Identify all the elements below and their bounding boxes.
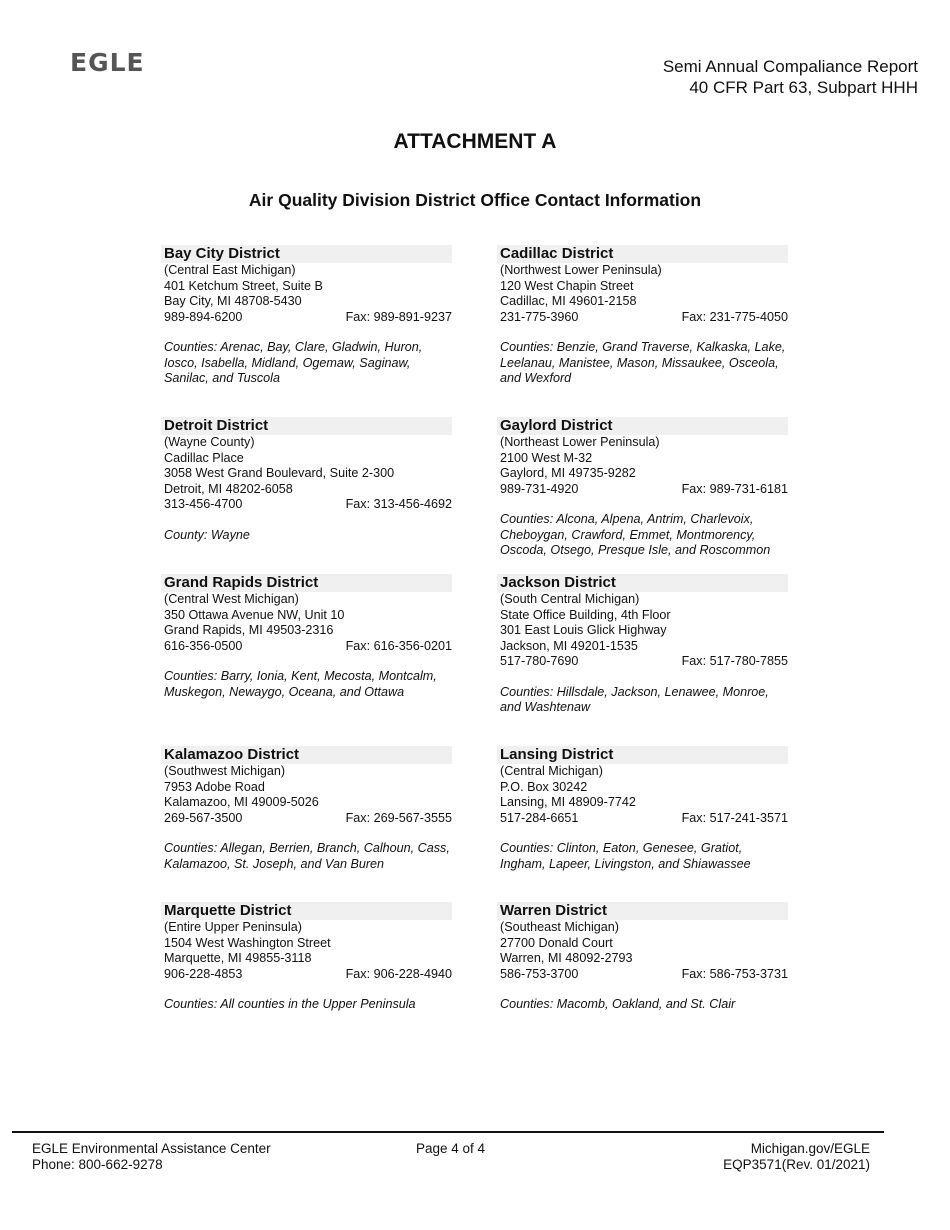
office-address-line: 1504 West Washington Street: [164, 935, 331, 950]
office-fax: Fax: 586-753-3731: [681, 966, 788, 981]
office-counties: Counties: All counties in the Upper Peninsula: [164, 997, 416, 1011]
office-region: (Northeast Lower Peninsula): [500, 435, 660, 449]
office-address-line: P.O. Box 30242: [500, 779, 588, 794]
office-region: (South Central Michigan): [500, 592, 640, 606]
office-phone-row: [161, 639, 452, 655]
office-phone-row: [161, 310, 452, 326]
office-cadillac: [497, 245, 788, 387]
office-address-line: 350 Ottawa Avenue NW, Unit 10: [164, 607, 345, 622]
office-phone: 231-775-3960: [500, 309, 579, 324]
office-counties: Counties: Alcona, Alpena, Antrim, Charlevoix, Cheboygan, Crawford, Emmet, Montmorency, Oscoda, Otsego, Presque Isle, and Roscommon: [500, 512, 771, 557]
footer-phone: Phone: 800-662-9278: [32, 1157, 163, 1172]
office-phone-row: [161, 967, 452, 983]
office-address-line: 27700 Donald Court: [500, 935, 613, 950]
footer-right: [723, 1141, 870, 1173]
office-phone-row: [497, 811, 788, 827]
office-detroit: [161, 417, 452, 543]
office-warren: [497, 902, 788, 1013]
egle-logo: EGLE: [70, 48, 145, 77]
office-counties: County: Wayne: [164, 527, 250, 542]
office-name: Gaylord District: [497, 417, 788, 435]
office-name: Kalamazoo District: [161, 746, 452, 764]
office-address-line: Cadillac Place: [164, 450, 244, 465]
footer-divider: [12, 1131, 884, 1133]
office-counties: Counties: Arenac, Bay, Clare, Gladwin, Huron, Iosco, Isabella, Midland, Ogemaw, Saginaw, Sanilac, and Tuscola: [164, 340, 423, 385]
office-address-line: 120 West Chapin Street: [500, 278, 634, 293]
office-phone-row: [497, 967, 788, 983]
office-address-line: Gaylord, MI 49735-9282: [500, 466, 636, 480]
office-address-line: Warren, MI 48092-2793: [500, 951, 633, 965]
report-header: [663, 56, 918, 98]
office-counties: Counties: Macomb, Oakland, and St. Clair: [500, 997, 736, 1011]
office-address-line: Detroit, MI 48202-6058: [164, 481, 293, 496]
office-region: (Central East Michigan): [164, 263, 296, 277]
office-region: (Wayne County): [164, 435, 255, 449]
office-phone-row: [497, 310, 788, 326]
footer-org: EGLE Environmental Assistance Center: [32, 1141, 271, 1156]
office-name: Marquette District: [161, 902, 452, 920]
office-address-line: Cadillac, MI 49601-2158: [500, 294, 637, 308]
office-region: (Northwest Lower Peninsula): [500, 263, 662, 277]
office-counties: Counties: Benzie, Grand Traverse, Kalkaska, Lake, Leelanau, Manistee, Mason, Missaukee, Osceola, and Wexford: [500, 340, 786, 385]
office-region: (Entire Upper Peninsula): [164, 920, 302, 934]
office-phone-row: [497, 654, 788, 670]
section-title: Air Quality Division District Office Contact Information: [248, 190, 702, 210]
office-fax: Fax: 517-780-7855: [681, 654, 788, 668]
office-counties: Counties: Hillsdale, Jackson, Lenawee, Monroe, and Washtenaw: [500, 684, 769, 714]
page-number-text: Page 4 of 4: [416, 1141, 486, 1156]
office-address-line: 3058 West Grand Boulevard, Suite 2-300: [164, 466, 395, 480]
footer-form-id: EQP3571(Rev. 01/2021): [723, 1157, 870, 1172]
office-counties: Counties: Clinton, Eaton, Genesee, Gratiot, Ingham, Lapeer, Livingston, and Shiawassee: [500, 841, 751, 871]
office-fax: Fax: 989-731-6181: [681, 481, 788, 496]
office-phone: 517-284-6651: [500, 810, 579, 825]
office-bay-city: [161, 245, 452, 387]
office-address-line: Kalamazoo, MI 49009-5026: [164, 795, 319, 809]
office-address-line: 401 Ketchum Street, Suite B: [164, 278, 323, 293]
office-phone: 989-731-4920: [500, 481, 579, 496]
office-region: (Central West Michigan): [164, 592, 299, 606]
office-region: (Southwest Michigan): [164, 764, 286, 778]
office-phone-row: [161, 811, 452, 827]
office-fax: Fax: 906-228-4940: [345, 966, 452, 981]
office-address-line: Marquette, MI 49855-3118: [164, 951, 312, 965]
office-address-line: 2100 West M-32: [500, 450, 593, 465]
office-address-line: Bay City, MI 48708-5430: [164, 294, 302, 308]
office-marquette: [161, 902, 452, 1013]
office-address-line: Grand Rapids, MI 49503-2316: [164, 623, 334, 637]
office-fax: Fax: 231-775-4050: [681, 309, 788, 324]
footer-contact: [32, 1141, 271, 1173]
office-kalamazoo: [161, 746, 452, 872]
office-address-line: 301 East Louis Glick Highway: [500, 623, 667, 637]
office-fax: Fax: 269-567-3555: [345, 810, 452, 825]
report-title: Semi Annual Compaliance Report: [662, 57, 918, 76]
office-phone: 586-753-3700: [500, 966, 579, 981]
office-address-line: State Office Building, 4th Floor: [500, 607, 671, 622]
regulation-citation: 40 CFR Part 63, Subpart HHH: [689, 78, 918, 97]
office-name: Jackson District: [497, 574, 788, 592]
office-lansing: [497, 746, 788, 872]
office-phone: 313-456-4700: [164, 497, 243, 511]
office-name: Warren District: [497, 902, 788, 920]
office-gaylord: [497, 417, 788, 559]
office-fax: Fax: 517-241-3571: [681, 810, 788, 825]
office-phone: 517-780-7690: [500, 654, 579, 668]
office-phone-row: [161, 497, 452, 513]
office-phone-row: [497, 482, 788, 498]
attachment-title: ATTACHMENT A: [393, 130, 557, 153]
office-counties: Counties: Allegan, Berrien, Branch, Calhoun, Cass, Kalamazoo, St. Joseph, and Van Buren: [164, 841, 450, 871]
office-name: Lansing District: [497, 746, 788, 764]
office-fax: Fax: 616-356-0201: [345, 638, 452, 653]
office-phone: 906-228-4853: [164, 966, 243, 981]
office-name: Bay City District: [161, 245, 452, 263]
office-region: (Southeast Michigan): [500, 920, 620, 934]
office-phone: 616-356-0500: [164, 638, 243, 653]
office-grand-rapids: [161, 574, 452, 700]
office-counties: Counties: Barry, Ionia, Kent, Mecosta, Montcalm, Muskegon, Newaygo, Oceana, and Ottawa: [164, 669, 437, 699]
office-name: Cadillac District: [497, 245, 788, 263]
office-name: Detroit District: [161, 417, 452, 435]
page-number: [416, 1141, 485, 1157]
office-phone: 269-567-3500: [164, 810, 243, 825]
office-fax: Fax: 313-456-4692: [345, 497, 452, 511]
office-region: (Central Michigan): [500, 764, 603, 778]
footer-website: Michigan.gov/EGLE: [750, 1141, 870, 1156]
office-address-line: 7953 Adobe Road: [164, 779, 265, 794]
office-jackson: [497, 574, 788, 716]
office-fax: Fax: 989-891-9237: [345, 309, 452, 324]
office-address-line: Jackson, MI 49201-1535: [500, 638, 638, 653]
office-address-line: Lansing, MI 48909-7742: [500, 795, 636, 809]
office-name: Grand Rapids District: [161, 574, 452, 592]
office-phone: 989-894-6200: [164, 309, 243, 324]
